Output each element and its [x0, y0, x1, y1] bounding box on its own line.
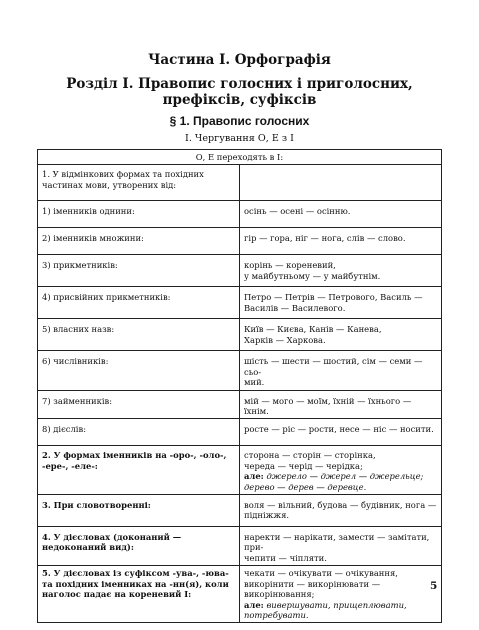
table-row — [38, 287, 442, 319]
example-line: у майбутньому — у майбутнім. — [244, 270, 381, 281]
table-cell-left: 3. При словотворенні: — [38, 495, 240, 527]
note-label: але: — [244, 599, 264, 610]
table-row — [38, 201, 442, 228]
table-cell-left: 8) дієслів: — [38, 419, 240, 446]
table-cell-right — [240, 351, 442, 390]
exception-text: джерело — джерел — джерельце; — [266, 471, 424, 482]
table-row — [38, 255, 442, 287]
table-cell-right — [240, 566, 442, 623]
table-cell-right: осінь — осені — осінню. — [240, 201, 442, 228]
table-cell-right — [240, 165, 442, 201]
table-cell-left: 4) присвійних прикметників: — [38, 287, 240, 319]
vowel-alternation-table — [37, 149, 442, 623]
part-title: Частина I. Орфографія — [148, 52, 331, 68]
paragraph-title: § 1. Правопис голосних — [169, 114, 310, 128]
table-cell-left: 1. У відмінкових формах та похідних частинах мови, утворених від: — [38, 165, 240, 201]
exception-text: вивершувати, прищеплювати, — [266, 599, 407, 610]
example-line: сторона — сторін — сторінка, — [244, 450, 376, 461]
example-line: корінь — кореневий, — [244, 260, 336, 271]
table-row — [38, 228, 442, 255]
table-header: О, Е переходять в І: — [38, 150, 442, 165]
example-line: чекати — очікувати — очікування, — [244, 568, 398, 579]
table-cell-left: 1) іменників однини: — [38, 201, 240, 228]
exception-line: дерево — дерев — деревце. — [244, 481, 367, 492]
table-cell-right: росте — ріс — рости, несе — ніс — носити. — [240, 419, 442, 446]
table-cell-right — [240, 287, 442, 319]
table-row — [38, 446, 442, 495]
table-cell-left: 6) числівників: — [38, 351, 240, 390]
table-row — [38, 495, 442, 527]
table-row — [38, 390, 442, 419]
page-number: 5 — [430, 580, 438, 592]
table-cell-right: гір — гора, ніг — нога, слів — слово. — [240, 228, 442, 255]
table-row — [38, 566, 442, 623]
example-line: шість — шести — шостий, сім — семи — сьо- — [244, 356, 423, 377]
example-line — [244, 600, 437, 610]
section-title: Розділ I. Правопис голосних і приголосних, префіксів, суфіксів — [66, 76, 413, 108]
example-line: Київ — Києва, Канів — Канева, — [244, 324, 382, 335]
example-line: череда — черід — черідка; — [244, 460, 363, 471]
table-cell-left: 3) прикметників: — [38, 255, 240, 287]
subsection-title: I. Чергування О, Е з І — [185, 133, 294, 144]
example-line: викорінювання; — [244, 589, 315, 600]
example-line: воля — вільний, будова — будівник, нога — — [244, 500, 437, 511]
example-line: чепити — чіпляти. — [244, 552, 327, 563]
table-cell-left: 4. У дієсловах (доконаний — недоконаний вид): — [38, 527, 240, 566]
example-line: підніжжя. — [244, 510, 290, 521]
exception-line: потребувати. — [244, 609, 309, 620]
table-cell-right — [240, 255, 442, 287]
table-cell-left: 2) іменників множини: — [38, 228, 240, 255]
table-cell-right — [240, 527, 442, 566]
table-cell-left: 5) власних назв: — [38, 319, 240, 351]
table-row — [38, 419, 442, 446]
example-line: мий. — [244, 377, 265, 388]
table-cell-left: 7) займенників: — [38, 390, 240, 419]
note-label: але: — [244, 471, 264, 482]
table-cell-right — [240, 446, 442, 495]
table-row — [38, 319, 442, 351]
example-line: викорінити — викорінювати — — [244, 578, 381, 589]
table-cell-right — [240, 319, 442, 351]
table-row — [38, 351, 442, 390]
table-cell-left: 5. У дієсловах із суфіксом -ува-, -юва- та похідних іменниках на -нн(я), коли наголос падає на кореневий І: — [38, 566, 240, 623]
example-line: Петро — Петрів — Петрового, Василь — — [244, 292, 423, 303]
table-row — [38, 165, 442, 201]
example-line: Харків — Харкова. — [244, 334, 326, 345]
example-line — [244, 471, 437, 481]
table-cell-right: мій — мого — моїм, їхній — їхнього — їхнім. — [240, 390, 442, 419]
example-line: Василів — Василевого. — [244, 302, 346, 313]
table-cell-left: 2. У формах іменників на -оро-, -оло-, -ере-, -еле-: — [38, 446, 240, 495]
table-row — [38, 527, 442, 566]
table-cell-right — [240, 495, 442, 527]
example-line: наректи — нарікати, замести — замітати, при- — [244, 532, 430, 553]
